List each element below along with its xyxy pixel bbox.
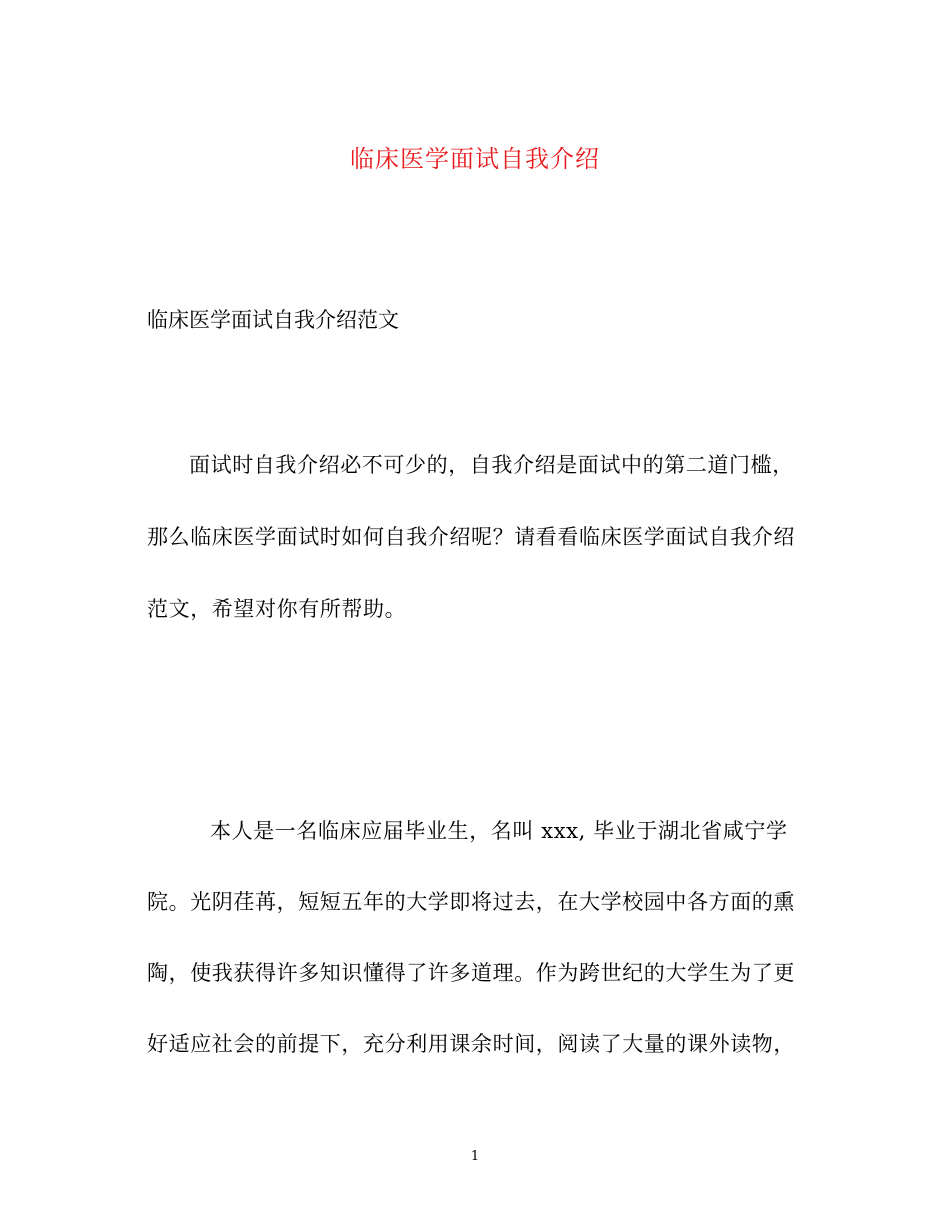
paragraph-2-line-4: 好适应社会的前提下，充分利用课余时间，阅读了大量的课外读物，: [147, 1032, 795, 1056]
paragraph-2-line-1: 本人是一名临床应届毕业生，名叫 xxx, 毕业于湖北省咸宁学: [210, 819, 788, 843]
document-title: 临床医学面试自我介绍: [350, 145, 600, 173]
paragraph-2-line-3: 陶，使我获得许多知识懂得了许多道理。作为跨世纪的大学生为了更: [147, 961, 795, 985]
paragraph-1-line-2: 那么临床医学面试时如何自我介绍呢？请看看临床医学面试自我介绍: [147, 525, 795, 549]
paragraph-1-line-3: 范文，希望对你有所帮助。: [147, 597, 407, 621]
paragraph-1-line-1: 面试时自我介绍必不可少的，自我介绍是面试中的第二道门槛，: [189, 453, 794, 477]
page-number: 1: [470, 1149, 480, 1164]
paragraph-2-line-2: 院。光阴荏苒，短短五年的大学即将过去，在大学校园中各方面的熏: [147, 890, 795, 914]
document-subtitle: 临床医学面试自我介绍范文: [147, 308, 399, 332]
